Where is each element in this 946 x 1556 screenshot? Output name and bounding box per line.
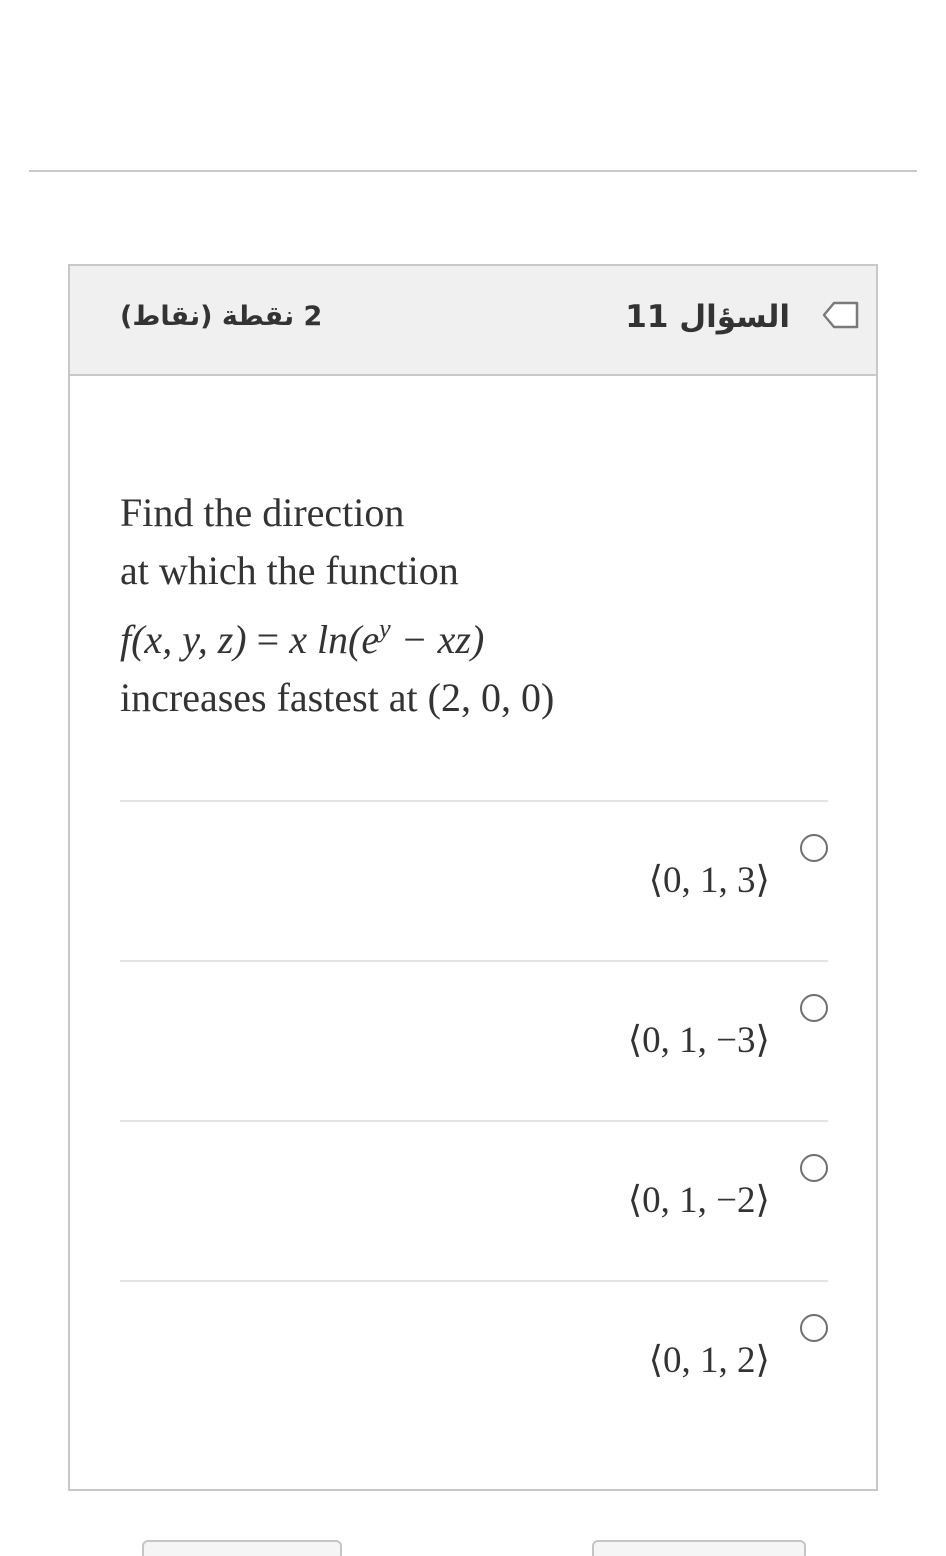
radio-button[interactable] — [800, 834, 828, 862]
question-text — [120, 484, 554, 727]
option-label: ⟨0, 1, −2⟩ — [627, 1180, 770, 1221]
question-line: increases fastest at (2, 0, 0) — [120, 675, 555, 720]
function-formula — [120, 600, 554, 669]
top-divider — [29, 170, 917, 172]
answer-option-1[interactable] — [120, 802, 828, 960]
option-label: ⟨0, 1, −3⟩ — [627, 1020, 770, 1061]
formula-superscript: y — [379, 614, 391, 643]
question-line: Find the direction — [120, 490, 405, 535]
question-line: at which the function — [120, 548, 459, 593]
answer-option-2[interactable] — [120, 962, 828, 1120]
previous-button[interactable] — [142, 1540, 342, 1556]
question-title: السؤال 11 — [625, 299, 790, 335]
question-points: 2 نقطة (نقاط) — [120, 301, 323, 332]
radio-button[interactable] — [800, 1314, 828, 1342]
radio-button[interactable] — [800, 1154, 828, 1182]
formula-equals: = — [246, 617, 290, 662]
flag-outline-icon[interactable] — [822, 300, 860, 330]
option-label: ⟨0, 1, 3⟩ — [648, 860, 770, 901]
option-label: ⟨0, 1, 2⟩ — [648, 1340, 770, 1381]
answer-option-4[interactable] — [120, 1282, 828, 1440]
answer-option-3[interactable] — [120, 1122, 828, 1280]
next-button[interactable] — [592, 1540, 806, 1556]
formula-rhs-pre: x ln(e — [289, 617, 380, 662]
formula-lhs: f(x, y, z) — [120, 617, 247, 662]
question-card — [68, 264, 878, 1491]
formula-rhs-post: − xz) — [390, 617, 485, 662]
radio-button[interactable] — [800, 994, 828, 1022]
question-header — [70, 266, 876, 376]
